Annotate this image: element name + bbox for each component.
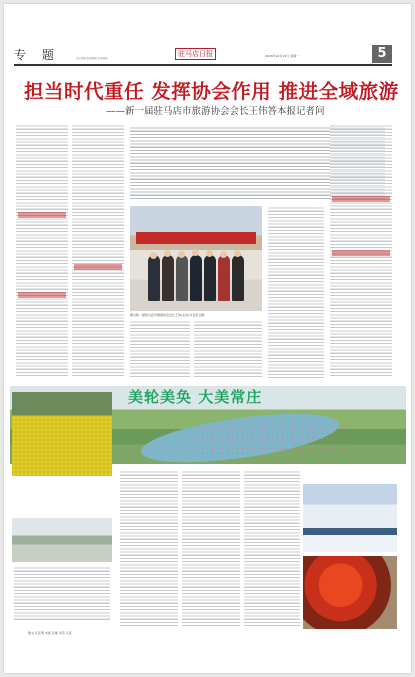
autumn-tree-photo bbox=[303, 556, 397, 629]
article-title: 担当时代重任 发挥协会作用 推进全域旅游 bbox=[24, 80, 399, 103]
snow-photo bbox=[303, 484, 397, 552]
text-column-5 bbox=[194, 320, 262, 378]
section-label: 专 题 bbox=[14, 48, 60, 62]
photo-caption: 图为新一届驻马店市旅游协会会长王伟(左四)与会员合影。 bbox=[130, 313, 208, 317]
paper-name: 驻马店日报 bbox=[175, 48, 216, 60]
highlight-3 bbox=[74, 264, 122, 270]
text-column-3 bbox=[268, 206, 324, 378]
highlight-5 bbox=[332, 250, 390, 256]
text-column-2 bbox=[72, 124, 124, 378]
editor-line: 责任编辑 版面编辑 美编编辑 bbox=[76, 57, 108, 60]
footer-credit: 图文 汪佳明 本版 张维 审签 马某 bbox=[28, 631, 72, 635]
text-column-6 bbox=[130, 320, 190, 378]
article-subtitle: ——新一届驻马店市旅游协会会长王伟答本报记者问 bbox=[106, 106, 325, 117]
text-column-8 bbox=[182, 470, 240, 628]
rapeseed-photo bbox=[12, 392, 112, 476]
text-column-7 bbox=[120, 470, 178, 628]
issue-date: 2018年10月15日 星期一 bbox=[265, 54, 300, 58]
page-number: 5 bbox=[372, 45, 392, 63]
text-column-1 bbox=[16, 124, 68, 378]
highlight-4 bbox=[332, 196, 390, 202]
highlight-1 bbox=[18, 212, 66, 218]
feature-title: 美轮美奂 大美常庄 bbox=[128, 388, 263, 406]
header-rule bbox=[14, 64, 392, 66]
village-photo bbox=[12, 518, 112, 562]
photo-notes-1 bbox=[14, 480, 110, 516]
highlight-2 bbox=[18, 292, 66, 298]
text-column-9 bbox=[244, 470, 300, 628]
caption-block bbox=[14, 566, 110, 622]
group-photo bbox=[130, 206, 262, 311]
